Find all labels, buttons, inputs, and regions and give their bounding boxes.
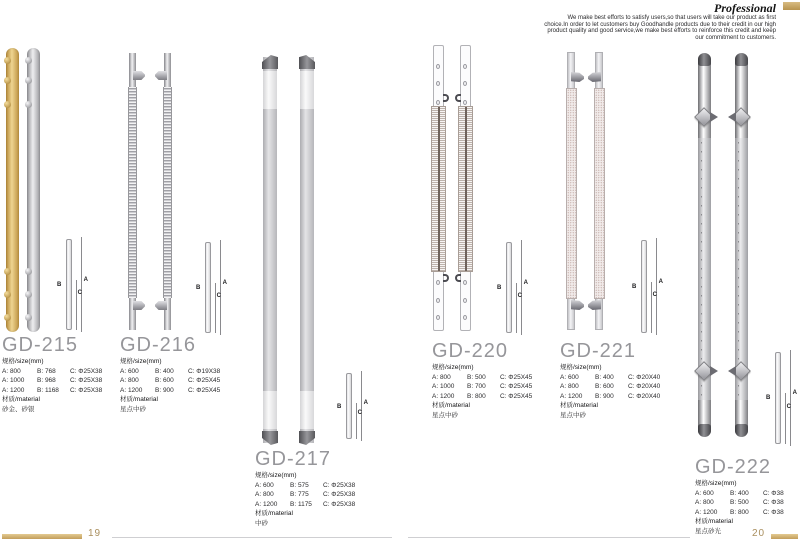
material-value: 星点砂光 <box>695 527 721 535</box>
product-title: GD-215 <box>2 334 79 356</box>
material-value: 中砂 <box>255 519 268 527</box>
product-title: GD-222 <box>695 456 772 478</box>
size-row: A: 1200 B: 900 C: Φ25X45 <box>120 386 221 394</box>
product-title: GD-220 <box>432 340 509 362</box>
product-title: GD-217 <box>255 448 332 470</box>
handle-illustration <box>263 57 277 443</box>
product-title: GD-216 <box>120 334 197 356</box>
size-label: 规格/size(mm) <box>2 358 44 365</box>
handle-illustration <box>735 53 748 437</box>
handle-illustration <box>164 53 171 330</box>
handle-illustration <box>129 53 136 330</box>
size-row: A: 1200 B: 1168 C: Φ25X38 <box>2 386 103 394</box>
material-label: 材质/material <box>432 402 470 410</box>
size-row: A: 600 B: 575 C: Φ25X38 <box>255 481 356 489</box>
brand-script: Professional <box>713 1 776 15</box>
material-value: 砂金、砂银 <box>2 405 35 413</box>
handle-illustration-silver <box>27 48 40 332</box>
dimension-diagram: A B C <box>766 350 794 446</box>
size-row: A: 800 B: 600 C: Φ25X45 <box>120 377 221 385</box>
handle-illustration <box>433 45 444 331</box>
material-value: 星点中砂 <box>120 405 146 413</box>
product-specs <box>120 357 220 415</box>
product-specs <box>695 479 784 537</box>
size-row: A: 600 B: 400 C: Φ38 <box>695 489 784 497</box>
material-label: 材质/material <box>2 396 40 404</box>
handle-illustration <box>567 52 575 330</box>
material-value: 星点中砂 <box>560 411 586 419</box>
footer-gold-bar-left <box>2 534 82 539</box>
gold-corner-accent <box>783 2 800 10</box>
size-row: A: 800 B: 775 C: Φ25X38 <box>255 491 356 499</box>
material-label: 材质/material <box>255 510 293 518</box>
product-title: GD-221 <box>560 340 637 362</box>
product-specs <box>432 363 532 421</box>
dimension-diagram: A B C <box>196 240 224 335</box>
size-row: A: 1000 B: 968 C: Φ25X38 <box>2 377 103 385</box>
page-number-left: 19 <box>88 528 102 539</box>
handle-illustration <box>698 53 711 437</box>
footer-rule-right <box>408 537 690 538</box>
material-value: 星点中砂 <box>432 411 458 419</box>
size-row: A: 600 B: 400 C: Φ20X40 <box>560 373 661 381</box>
size-label: 规格/size(mm) <box>255 472 297 479</box>
handle-illustration <box>595 52 603 330</box>
page-number-right: 20 <box>752 528 766 539</box>
product-specs <box>560 363 660 421</box>
footer-gold-bar-right <box>771 534 798 539</box>
size-row: A: 800 B: 600 C: Φ20X40 <box>560 383 661 391</box>
handle-illustration-gold <box>6 48 19 332</box>
handle-illustration <box>300 57 314 443</box>
size-label: 规格/size(mm) <box>695 480 737 487</box>
product-specs <box>255 471 355 529</box>
material-label: 材质/material <box>120 396 158 404</box>
handle-illustration <box>460 45 471 331</box>
size-label: 规格/size(mm) <box>432 364 474 371</box>
size-row: A: 1200 B: 800 C: Φ38 <box>695 508 784 516</box>
size-row: A: 800 B: 768 C: Φ25X38 <box>2 367 103 375</box>
dimension-diagram: A B C <box>497 240 525 335</box>
dimension-diagram: A B C <box>337 371 365 441</box>
size-row: A: 600 B: 400 C: Φ19X38 <box>120 367 221 375</box>
product-specs <box>2 357 102 415</box>
size-row: A: 800 B: 500 C: Φ38 <box>695 499 784 507</box>
size-row: A: 1200 B: 800 C: Φ25X45 <box>432 392 533 400</box>
header-tagline: We make best efforts to satisfy users,so that users will take our product as first choice.In order to let customers buy Goodhandle products due to their credit in our high product quality and good service,we make best efforts to reinforce this credit and keep our commitment to customers. <box>544 15 776 41</box>
size-row: A: 1000 B: 700 C: Φ25X45 <box>432 383 533 391</box>
material-label: 材质/material <box>695 518 733 526</box>
dimension-diagram: A B C <box>57 237 85 332</box>
size-label: 规格/size(mm) <box>120 358 162 365</box>
material-label: 材质/material <box>560 402 598 410</box>
size-row: A: 1200 B: 1175 C: Φ25X38 <box>255 500 356 508</box>
size-row: A: 800 B: 500 C: Φ25X45 <box>432 373 533 381</box>
size-row: A: 1200 B: 900 C: Φ20X40 <box>560 392 661 400</box>
dimension-diagram: A B C <box>632 238 660 335</box>
footer-rule-left <box>112 537 392 538</box>
size-label: 规格/size(mm) <box>560 364 602 371</box>
